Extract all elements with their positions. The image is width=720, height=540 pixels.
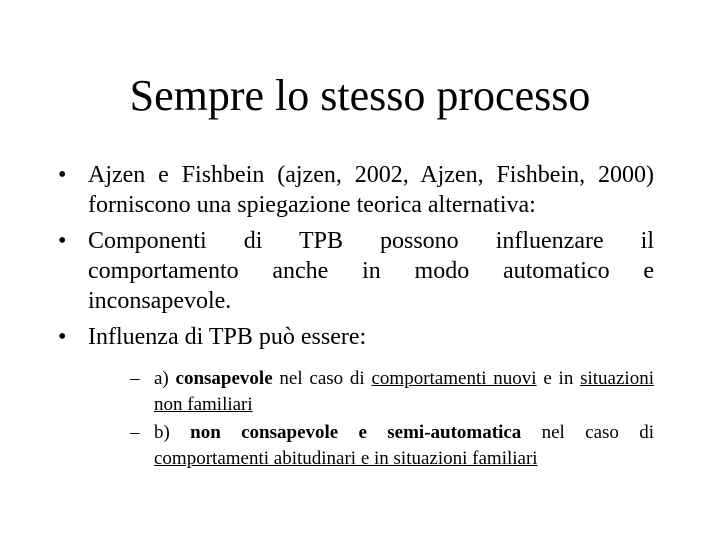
bullet-marker: • — [58, 228, 67, 254]
sub-bullet-marker: – — [130, 422, 140, 443]
bullet-text: Influenza di TPB può essere: — [88, 324, 367, 350]
sub-bullet-underlined-text: comportamenti nuovi — [371, 368, 537, 389]
bullet-marker: • — [58, 162, 67, 188]
bullet-marker: • — [58, 324, 67, 350]
sub-bullet-bold-text: non consapevole e semi-automatica — [190, 422, 522, 443]
sub-bullet-prefix: a) — [154, 368, 176, 389]
bullet-item — [54, 226, 654, 316]
sub-bullet-underlined-text: comportamenti abitudinari e in situazioni familiari — [154, 448, 538, 469]
bullet-text: Componenti di TPB possono influenzare il comportamento anche in modo automatico e inconsapevole. — [88, 228, 654, 314]
bullet-item — [54, 160, 654, 220]
slide-title: Sempre lo stesso processo — [129, 71, 591, 120]
bullet-item — [54, 322, 654, 472]
bullet-text: Ajzen e Fishbein (ajzen, 2002, Ajzen, Fishbein, 2000) forniscono una spiegazione teorica alternativa: — [88, 162, 654, 218]
sub-bullet-middle-text: nel caso di — [272, 368, 372, 389]
sub-bullet-middle-text: nel caso di — [521, 422, 654, 443]
sub-bullet-underlined-text-2: situazioni non familiari — [154, 368, 654, 415]
bullet-list — [54, 160, 654, 478]
sub-bullet-item — [88, 366, 654, 418]
sub-bullet-item — [88, 420, 654, 472]
sub-bullet-list — [88, 366, 654, 472]
sub-bullet-bold-text: consapevole — [175, 368, 273, 389]
sub-bullet-prefix: b) — [154, 422, 191, 443]
sub-bullet-marker: – — [130, 368, 140, 389]
sub-bullet-connector-text: e in — [536, 368, 581, 389]
